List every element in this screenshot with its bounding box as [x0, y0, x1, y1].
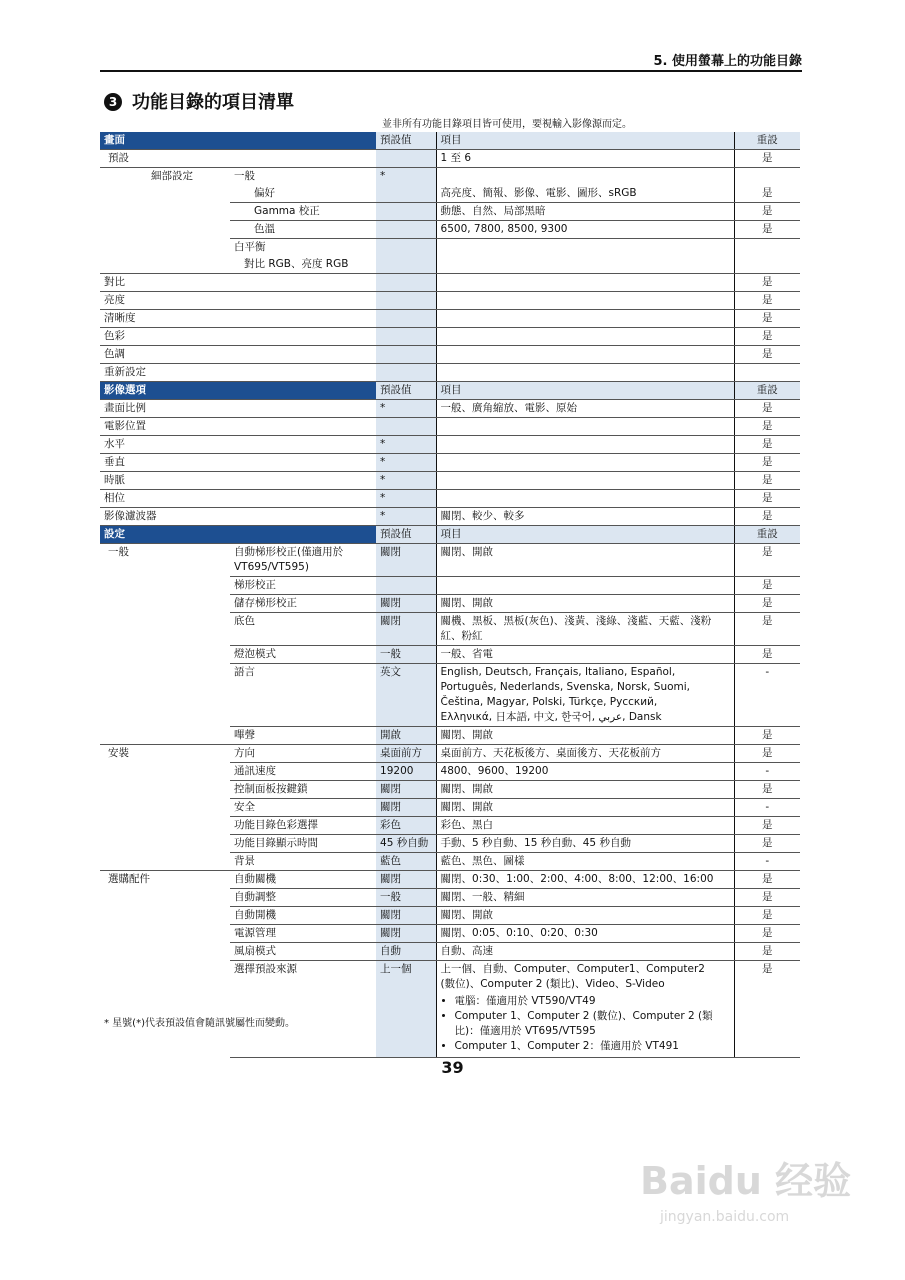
- table-cell: [100, 664, 230, 727]
- table-row: [100, 185, 800, 203]
- table-cell: 關閉: [376, 907, 436, 925]
- table-cell: 藍色: [376, 853, 436, 871]
- table-cell: *: [376, 490, 436, 508]
- table-cell: 功能目錄顯示時間: [230, 835, 376, 853]
- table-cell: 是: [734, 907, 800, 925]
- table-cell: 自動: [376, 943, 436, 961]
- table-cell: *: [376, 508, 436, 526]
- table-row: [100, 418, 800, 436]
- menu-items-table: [100, 132, 800, 1058]
- table-cell: 預設值: [376, 382, 436, 400]
- table-cell: 對比 RGB、亮度 RGB: [230, 256, 376, 274]
- table-cell: [100, 577, 230, 595]
- table-row: [100, 889, 800, 907]
- table-cell: [100, 781, 230, 799]
- table-cell: 安全: [230, 799, 376, 817]
- table-cell: 關閉、開啟: [436, 727, 734, 745]
- table-row: [100, 943, 800, 961]
- table-cell: 英文: [376, 664, 436, 727]
- table-cell: [147, 185, 230, 203]
- table-cell: [734, 168, 800, 186]
- table-cell: 關閉、0:30、1:00、2:00、4:00、8:00、12:00、16:00: [436, 871, 734, 889]
- header-option: 項目: [436, 132, 734, 150]
- table-row: [100, 203, 800, 221]
- table-cell: 是: [734, 274, 800, 292]
- section-row-image-options: [100, 382, 800, 400]
- table-cell: 是: [734, 185, 800, 203]
- table-cell: [436, 328, 734, 346]
- table-cell: 是: [734, 646, 800, 664]
- table-cell: 關閉: [376, 781, 436, 799]
- table-cell: [376, 239, 436, 257]
- table-cell: 關閉: [376, 871, 436, 889]
- table-cell: [436, 346, 734, 364]
- table-cell: [376, 364, 436, 382]
- table-cell: 畫面比例: [100, 400, 376, 418]
- table-cell: 是: [734, 817, 800, 835]
- table-cell: [376, 150, 436, 168]
- table-cell: 關閉、開啟: [436, 595, 734, 613]
- table-cell: [100, 961, 230, 1058]
- table-cell: [376, 203, 436, 221]
- table-row: [100, 400, 800, 418]
- table-cell: 是: [734, 454, 800, 472]
- table-cell: 是: [734, 436, 800, 454]
- table-cell: [100, 907, 230, 925]
- table-cell: 一般、廣角縮放、電影、原始: [436, 400, 734, 418]
- table-row: [100, 274, 800, 292]
- table-cell: 色彩: [100, 328, 376, 346]
- table-cell: *: [376, 454, 436, 472]
- table-cell: 是: [734, 595, 800, 613]
- table-row: [100, 835, 800, 853]
- table-cell: 一般: [376, 646, 436, 664]
- table-cell: 是: [734, 310, 800, 328]
- table-row: [100, 168, 800, 186]
- table-cell: 項目: [436, 526, 734, 544]
- table-cell: [436, 168, 734, 186]
- table-cell: [147, 203, 230, 221]
- table-cell: *: [376, 168, 436, 186]
- section-name: 畫面: [100, 132, 376, 150]
- table-cell: 是: [734, 544, 800, 577]
- table-row: [100, 613, 800, 646]
- table-cell: 是: [734, 889, 800, 907]
- table-cell: -: [734, 763, 800, 781]
- table-cell: [100, 646, 230, 664]
- table-cell: [100, 925, 230, 943]
- watermark-brand: Baidu 经验: [640, 1159, 852, 1203]
- table-cell: [376, 418, 436, 436]
- header-default: 預設值: [376, 132, 436, 150]
- table-cell: [100, 889, 230, 907]
- table-cell: 是: [734, 727, 800, 745]
- table-cell: *: [376, 400, 436, 418]
- table-cell: 預設值: [376, 526, 436, 544]
- table-cell: [100, 799, 230, 817]
- table-cell: [436, 418, 734, 436]
- table-cell: 關閉、一般、精細: [436, 889, 734, 907]
- table-cell: 通訊速度: [230, 763, 376, 781]
- section-number: 3: [104, 93, 122, 111]
- section-row-setup: [100, 526, 800, 544]
- table-cell: 自動開機: [230, 907, 376, 925]
- table-cell: 選購配件: [108, 873, 150, 885]
- table-row: [100, 727, 800, 745]
- table-cell: 桌面前方: [376, 745, 436, 763]
- table-cell: [100, 835, 230, 853]
- table-cell: 藍色、黑色、圖樣: [436, 853, 734, 871]
- table-row: [100, 781, 800, 799]
- table-cell: -: [734, 799, 800, 817]
- table-row: [100, 292, 800, 310]
- table-cell: 上一個、自動、Computer、Computer1、Computer2 (數位)、Computer 2 (類比)、Video、S-Video • 電腦：僅適用於 VT590/VT49 • Computer 1、Computer 2 (數位)、Computer 2 (類比)：僅適用於 VT695/VT595 • Computer 1、Computer 2：僅適用於 VT491: [436, 961, 734, 1058]
- table-cell: 時脈: [100, 472, 376, 490]
- table-row: [100, 490, 800, 508]
- table-cell: 是: [734, 292, 800, 310]
- table-row: [100, 817, 800, 835]
- table-cell: 電源管理: [230, 925, 376, 943]
- table-row: [100, 472, 800, 490]
- table-row: [100, 745, 800, 763]
- table-cell: [100, 613, 230, 646]
- table-cell: 是: [734, 418, 800, 436]
- table-cell: -: [734, 853, 800, 871]
- table-cell: [376, 292, 436, 310]
- table-cell: 關閉: [376, 925, 436, 943]
- table-cell: 桌面前方、天花板後方、桌面後方、天花板前方: [436, 745, 734, 763]
- table-cell: 影像濾波器: [100, 508, 376, 526]
- table-cell: 功能目錄色彩選擇: [230, 817, 376, 835]
- table-cell: 垂直: [100, 454, 376, 472]
- table-cell: 是: [734, 203, 800, 221]
- table-cell: [100, 168, 147, 186]
- table-row: [100, 925, 800, 943]
- table-cell: 背景: [230, 853, 376, 871]
- table-cell: -: [734, 664, 800, 727]
- table-row: [100, 961, 800, 1058]
- table-row: [100, 256, 800, 274]
- table-row: [100, 595, 800, 613]
- table-cell: [436, 256, 734, 274]
- table-cell: 是: [734, 781, 800, 799]
- table-row: [100, 853, 800, 871]
- footnote: * 星號(*)代表預設值會隨訊號屬性而變動。: [104, 1018, 295, 1029]
- table-cell: 風扇模式: [230, 943, 376, 961]
- table-cell: 是: [734, 508, 800, 526]
- table-cell: English, Deutsch, Français, Italiano, Español, Português, Nederlands, Svenska, Norsk, Suomi, Čeština, Magyar, Polski, Türkçe, Русский, Ελληνικά, 日本語, 中文, 한국어, عربي, Dansk: [436, 664, 734, 727]
- table-cell: 一般、省電: [436, 646, 734, 664]
- table-cell: 是: [734, 961, 800, 1058]
- table-cell: [376, 346, 436, 364]
- table-cell: [100, 239, 147, 257]
- table-cell: [436, 364, 734, 382]
- table-cell: 關閉、開啟: [436, 907, 734, 925]
- table-cell: 預設: [100, 150, 376, 168]
- table-row: [100, 454, 800, 472]
- table-cell: 是: [734, 871, 800, 889]
- table-cell: 語言: [230, 664, 376, 727]
- table-cell: 清晰度: [100, 310, 376, 328]
- table-row: [100, 763, 800, 781]
- table-cell: 是: [734, 221, 800, 239]
- table-cell: [100, 256, 147, 274]
- table-row: [100, 310, 800, 328]
- table-cell: 偏好: [230, 185, 376, 203]
- table-cell: [436, 490, 734, 508]
- table-cell: 是: [734, 346, 800, 364]
- table-row: [100, 150, 800, 168]
- table-cell: 對比: [100, 274, 376, 292]
- table-cell: 影像選項: [100, 382, 376, 400]
- table-cell: 是: [734, 745, 800, 763]
- table-cell: 是: [734, 943, 800, 961]
- table-cell: 安裝: [108, 747, 129, 759]
- table-cell: 一般: [234, 170, 255, 182]
- table-cell: 色調: [100, 346, 376, 364]
- table-cell: 1 至 6: [436, 150, 734, 168]
- table-cell: [147, 256, 230, 274]
- table-cell: 關閉、開啟: [436, 781, 734, 799]
- table-row: [100, 664, 800, 727]
- table-row: [100, 646, 800, 664]
- section-title-text: 功能目錄的項目清單: [132, 92, 294, 113]
- table-cell: Gamma 校正: [230, 203, 376, 221]
- table-cell: 手動、5 秒自動、15 秒自動、45 秒自動: [436, 835, 734, 853]
- table-cell: [734, 364, 800, 382]
- table-cell: 電影位置: [100, 418, 376, 436]
- table-cell: 亮度: [100, 292, 376, 310]
- table-cell: [100, 853, 230, 871]
- table-row: [100, 508, 800, 526]
- table-row: [100, 577, 800, 595]
- table-cell: 一般: [376, 889, 436, 907]
- table-cell: *: [376, 472, 436, 490]
- table-cell: 儲存梯形校正: [230, 595, 376, 613]
- table-cell: 一般: [108, 546, 129, 558]
- table-cell: 底色: [230, 613, 376, 646]
- table-cell: 重新設定: [100, 364, 376, 382]
- table-cell: 關閉、0:05、0:10、0:20、0:30: [436, 925, 734, 943]
- table-cell: [100, 817, 230, 835]
- table-cell: [436, 274, 734, 292]
- table-cell: 關機、黑板、黑板(灰色)、淺黃、淺綠、淺藍、天藍、淺粉紅、粉紅: [436, 613, 734, 646]
- table-row: [100, 799, 800, 817]
- table-cell: 水平: [100, 436, 376, 454]
- table-cell: 自動、高速: [436, 943, 734, 961]
- table-cell: 方向: [230, 745, 376, 763]
- table-cell: 相位: [100, 490, 376, 508]
- table-cell: 是: [734, 925, 800, 943]
- table-cell: 梯形校正: [230, 577, 376, 595]
- table-cell: 高亮度、簡報、影像、電影、圖形、sRGB: [436, 185, 734, 203]
- table-cell: [436, 436, 734, 454]
- table-cell: 是: [734, 328, 800, 346]
- page-number: 39: [441, 1058, 464, 1077]
- table-cell: [147, 239, 230, 257]
- table-cell: 是: [734, 577, 800, 595]
- table-cell: 是: [734, 400, 800, 418]
- table-cell: [436, 454, 734, 472]
- table-cell: [100, 595, 230, 613]
- table-cell: [376, 328, 436, 346]
- table-cell: *: [376, 436, 436, 454]
- table-cell: [376, 274, 436, 292]
- table-cell: [100, 221, 147, 239]
- table-row: [100, 436, 800, 454]
- watermark-url: jingyan.baidu.com: [660, 1209, 790, 1225]
- table-cell: [100, 203, 147, 221]
- table-cell: 細部設定: [151, 170, 193, 182]
- table-cell: 自動關機: [230, 871, 376, 889]
- table-cell: [376, 577, 436, 595]
- table-cell: 關閉: [376, 544, 436, 577]
- table-cell: 燈泡模式: [230, 646, 376, 664]
- table-row: [100, 544, 800, 577]
- section-title: [104, 88, 294, 114]
- table-cell: [147, 221, 230, 239]
- watermark: [640, 1150, 851, 1225]
- availability-note: 並非所有功能目錄項目皆可使用，要視輸入影像源而定。: [382, 119, 632, 130]
- table-cell: [436, 310, 734, 328]
- table-cell: 關閉、較少、較多: [436, 508, 734, 526]
- header-reset: 重設: [734, 132, 800, 150]
- table-cell: [376, 185, 436, 203]
- section-row-screen: [100, 132, 800, 150]
- table-cell: 19200: [376, 763, 436, 781]
- table-cell: 是: [734, 835, 800, 853]
- table-cell: 上一個: [376, 961, 436, 1058]
- table-cell: 關閉: [376, 595, 436, 613]
- table-cell: [100, 727, 230, 745]
- table-cell: [436, 472, 734, 490]
- table-cell: [376, 310, 436, 328]
- table-cell: 控制面板按鍵鎖: [230, 781, 376, 799]
- table-cell: 嗶聲: [230, 727, 376, 745]
- table-cell: 是: [734, 613, 800, 646]
- table-cell: 45 秒自動: [376, 835, 436, 853]
- page-header: 5. 使用螢幕上的功能目錄: [100, 50, 802, 72]
- table-cell: 動態、自然、局部黑暗: [436, 203, 734, 221]
- table-row: [100, 328, 800, 346]
- table-cell: 是: [734, 150, 800, 168]
- table-cell: [734, 239, 800, 257]
- table-cell: [100, 943, 230, 961]
- table-row: [100, 364, 800, 382]
- table-cell: 重設: [734, 382, 800, 400]
- table-cell: 關閉、開啟: [436, 799, 734, 817]
- table-cell: [436, 239, 734, 257]
- table-cell: 是: [734, 490, 800, 508]
- table-row: [100, 346, 800, 364]
- table-row: [100, 871, 800, 889]
- table-cell: 4800、9600、19200: [436, 763, 734, 781]
- table-cell: 關閉、開啟: [436, 544, 734, 577]
- table-row: [100, 221, 800, 239]
- table-cell: 開啟: [376, 727, 436, 745]
- table-cell: [376, 221, 436, 239]
- table-cell: 關閉: [376, 799, 436, 817]
- table-cell: 自動調整: [230, 889, 376, 907]
- table-cell: [734, 256, 800, 274]
- table-cell: 重設: [734, 526, 800, 544]
- table-cell: [376, 256, 436, 274]
- table-cell: 設定: [100, 526, 376, 544]
- table-cell: 自動梯形校正(僅適用於VT695/VT595): [230, 544, 376, 577]
- table-cell: [100, 185, 147, 203]
- table-cell: 項目: [436, 382, 734, 400]
- table-cell: 關閉: [376, 613, 436, 646]
- table-cell: 彩色、黑白: [436, 817, 734, 835]
- table-cell: 選擇預設來源: [230, 961, 376, 1058]
- table-cell: [436, 577, 734, 595]
- table-cell: 白平衡: [234, 241, 266, 253]
- table-row: [100, 907, 800, 925]
- table-cell: [100, 763, 230, 781]
- table-cell: [436, 292, 734, 310]
- table-cell: 6500, 7800, 8500, 9300: [436, 221, 734, 239]
- table-cell: 是: [734, 472, 800, 490]
- table-cell: 彩色: [376, 817, 436, 835]
- table-cell: 色溫: [230, 221, 376, 239]
- table-row: [100, 239, 800, 257]
